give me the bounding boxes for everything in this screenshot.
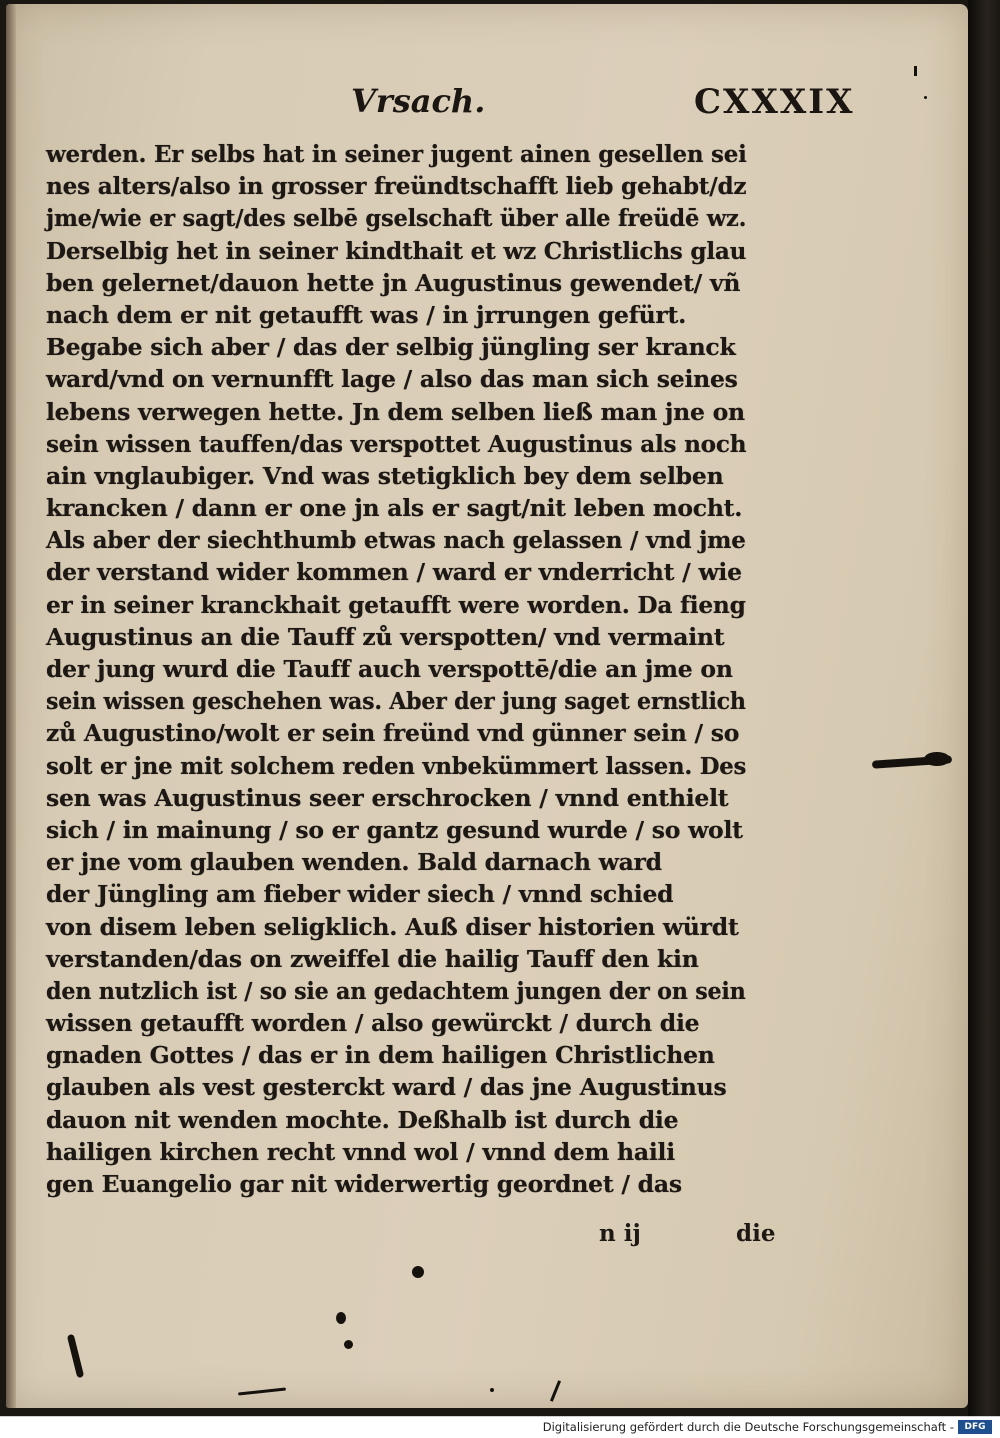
signature-mark: n ij bbox=[599, 1220, 641, 1247]
text-line: Derselbig het in seiner kindthait et wz Christlichs glau bbox=[46, 236, 747, 265]
binding-gutter bbox=[6, 4, 16, 1408]
ink-stroke bbox=[238, 1387, 286, 1395]
text-line: Als aber der siechthumb etwas nach gelassen / vnd jme bbox=[46, 526, 746, 555]
text-line: der Jüngling am fieber wider siech / vnnd schied bbox=[46, 880, 674, 909]
text-line: er jne vom glauben wenden. Bald darnach ward bbox=[46, 848, 662, 877]
ink-stroke bbox=[67, 1334, 84, 1378]
text-line: nach dem er nit getaufft was / in jrrungen gefürt. bbox=[46, 300, 687, 329]
ink-dot bbox=[344, 1340, 353, 1349]
text-line: jme/wie er sagt/des selbē gselschaft über alle freüdē wz. bbox=[46, 204, 747, 233]
ink-dot bbox=[412, 1266, 424, 1278]
text-line: wissen getaufft worden / also gewürckt / durch die bbox=[46, 1009, 700, 1038]
ink-stroke bbox=[550, 1380, 561, 1402]
footer-bar bbox=[0, 1416, 1000, 1438]
paper-leaf bbox=[6, 4, 968, 1408]
text-line: glauben als vest gesterckt ward / das jne Augustinus bbox=[46, 1073, 727, 1102]
ink-dot bbox=[490, 1388, 494, 1392]
text-line: nes alters/also in grosser freündtschafft lieb gehabt/dz bbox=[46, 172, 747, 201]
text-line: sein wissen tauffen/das verspottet Augustinus als noch bbox=[46, 429, 747, 458]
text-line: Begabe sich aber / das der selbig jüngling ser kranck bbox=[46, 333, 736, 362]
text-line: ben gelernet/dauon hette jn Augustinus gewendet/ vñ bbox=[46, 268, 741, 297]
dfg-logo: DFG bbox=[958, 1420, 992, 1434]
ink-dot bbox=[336, 1312, 346, 1324]
text-line: zů Augustino/wolt er sein freünd vnd günner sein / so bbox=[46, 719, 740, 748]
running-head: Vrsach. bbox=[351, 82, 486, 120]
ink-blot bbox=[924, 752, 950, 766]
text-line: ward/vnd on vernunfft lage / also das man sich seines bbox=[46, 365, 738, 394]
scan-background-edge bbox=[968, 0, 1000, 1416]
text-line: verstanden/das on zweiffel die hailig Tauff den kin bbox=[46, 944, 699, 973]
text-line: der jung wurd die Tauff auch verspottē/die an jme on bbox=[46, 655, 733, 683]
text-line: er in seiner kranckhait getaufft were worden. Da fieng bbox=[46, 590, 746, 619]
text-line: sen was Augustinus seer erschrocken / vnnd enthielt bbox=[46, 783, 729, 812]
text-line: sich / in mainung / so er gantz gesund wurde / so wolt bbox=[46, 815, 743, 844]
text-line: dauon nit wenden mochte. Deßhalb ist durch die bbox=[46, 1105, 679, 1134]
funding-credit: Digitalisierung gefördert durch die Deutsche Forschungsgemeinschaft - bbox=[542, 1420, 954, 1434]
text-line: lebens verwegen hette. Jn dem selben ließ man jne on bbox=[46, 397, 745, 426]
text-line: werden. Er selbs hat in seiner jugent ainen gesellen sei bbox=[46, 140, 747, 168]
body-text bbox=[46, 138, 746, 1200]
text-line: sein wissen geschehen was. Aber der jung saget ernstlich bbox=[46, 687, 746, 716]
text-line: solt er jne mit solchem reden vnbekümmert lassen. Des bbox=[46, 751, 747, 780]
ink-dot bbox=[924, 96, 927, 99]
text-line: krancken / dann er one jn als er sagt/nit leben mocht. bbox=[46, 494, 743, 523]
text-line: ain vnglaubiger. Vnd was stetigklich bey dem selben bbox=[46, 461, 724, 490]
text-line: den nutzlich ist / so sie an gedachtem jungen der on sein bbox=[46, 976, 746, 1005]
bottom-marks bbox=[46, 1220, 776, 1250]
text-line: der verstand wider kommen / ward er vnderricht / wie bbox=[46, 558, 742, 587]
ink-dot bbox=[914, 66, 917, 76]
text-line: von disem leben seligklich. Auß diser historien würdt bbox=[46, 912, 739, 941]
folio-number: CXXXIX bbox=[694, 82, 855, 122]
text-line: gen Euangelio gar nit widerwertig geordnet / das bbox=[46, 1170, 682, 1198]
text-line: gnaden Gottes / das er in dem hailigen Christlichen bbox=[46, 1041, 715, 1070]
text-line: hailigen kirchen recht vnnd wol / vnnd dem haili bbox=[46, 1137, 675, 1166]
text-line: Augustinus an die Tauff zů verspotten/ vnd vermaint bbox=[46, 622, 725, 651]
catchword: die bbox=[736, 1220, 776, 1247]
